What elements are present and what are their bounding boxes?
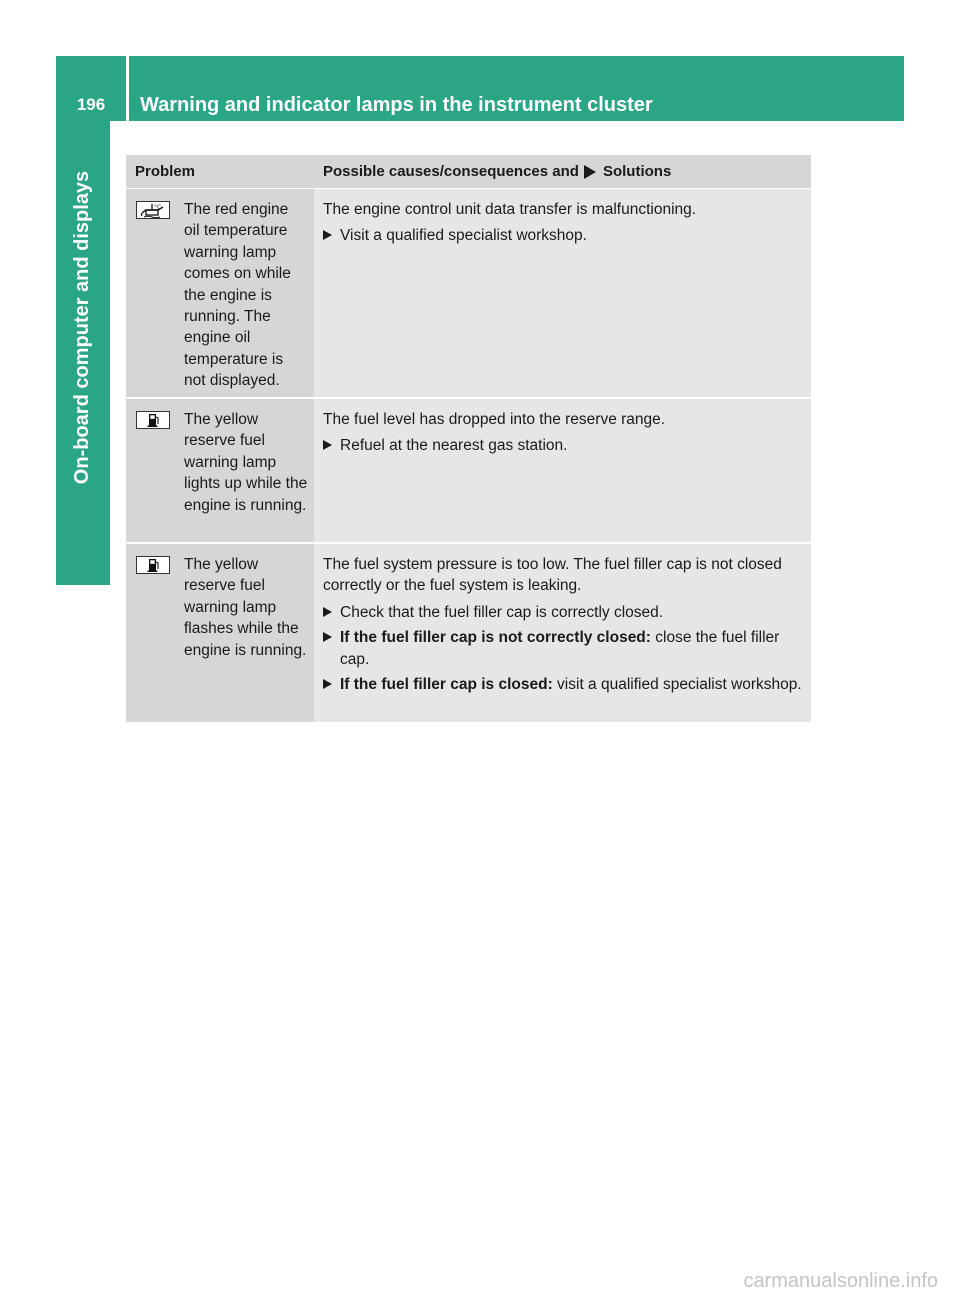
page-title: Warning and indicator lamps in the instrument cluster — [140, 94, 653, 116]
step-arrow-icon — [323, 674, 340, 695]
problems-table — [126, 155, 811, 724]
table-row — [126, 399, 811, 544]
problem-text: The yellow reserve fuel warning lamp lights up while the engine is running. — [184, 411, 308, 514]
solution-cell — [314, 189, 811, 397]
table-row — [126, 544, 811, 724]
arrow-right-icon — [584, 165, 596, 179]
solution-step — [323, 225, 805, 246]
step-condition: If the fuel filler cap is not correctly closed: — [340, 629, 651, 647]
step-arrow-icon — [323, 225, 340, 246]
step-text: Visit a qualified specialist workshop. — [340, 227, 587, 245]
solution-cell — [314, 544, 811, 722]
problem-cell — [126, 189, 314, 397]
fuel-pump-icon — [136, 411, 170, 429]
column-header-solution — [314, 155, 811, 188]
problem-cell — [126, 399, 314, 542]
header-separator — [126, 56, 129, 121]
svg-text:°C: °C — [154, 204, 162, 211]
side-tab-label: On-board computer and displays — [71, 170, 94, 484]
problem-cell — [126, 544, 314, 722]
table-row — [126, 189, 811, 399]
step-condition: If the fuel filler cap is closed: — [340, 676, 553, 694]
step-arrow-icon — [323, 435, 340, 456]
step-text: Check that the fuel filler cap is correctly closed. — [340, 603, 664, 621]
problem-text: The yellow reserve fuel warning lamp flashes while the engine is running. — [184, 556, 307, 659]
cause-text: The engine control unit data transfer is malfunctioning. — [323, 201, 697, 218]
problem-text: The red engine oil temperature warning lamp comes on while the engine is running. The engine oil temperature is not displayed. — [184, 201, 291, 390]
solution-step — [323, 674, 805, 695]
engine-oil-temperature-icon — [136, 201, 170, 219]
step-arrow-icon — [323, 627, 340, 670]
page-number: 196 — [76, 95, 106, 114]
side-tab-label-wrap — [56, 121, 110, 533]
fuel-pump-icon — [136, 556, 170, 574]
solution-step — [323, 602, 805, 623]
watermark: carmanualsonline.info — [743, 1270, 938, 1292]
table-header — [126, 155, 811, 189]
solution-step — [323, 435, 805, 456]
step-arrow-icon — [323, 602, 340, 623]
solution-cell — [314, 399, 811, 542]
cause-text: The fuel level has dropped into the reserve range. — [323, 411, 666, 428]
column-header-problem: Problem — [135, 163, 196, 180]
step-text: close the fuel filler cap. — [340, 629, 780, 668]
step-text: Refuel at the nearest gas station. — [340, 437, 568, 455]
solution-step — [323, 627, 805, 670]
column-header-solution-prefix: Possible causes/consequences and — [323, 162, 579, 180]
cause-text: The fuel system pressure is too low. The fuel filler cap is not closed correctly or the fuel system is leaking. — [323, 556, 782, 595]
step-text: visit a qualified specialist workshop. — [552, 676, 802, 694]
column-header-solution-suffix: Solutions — [602, 162, 672, 180]
